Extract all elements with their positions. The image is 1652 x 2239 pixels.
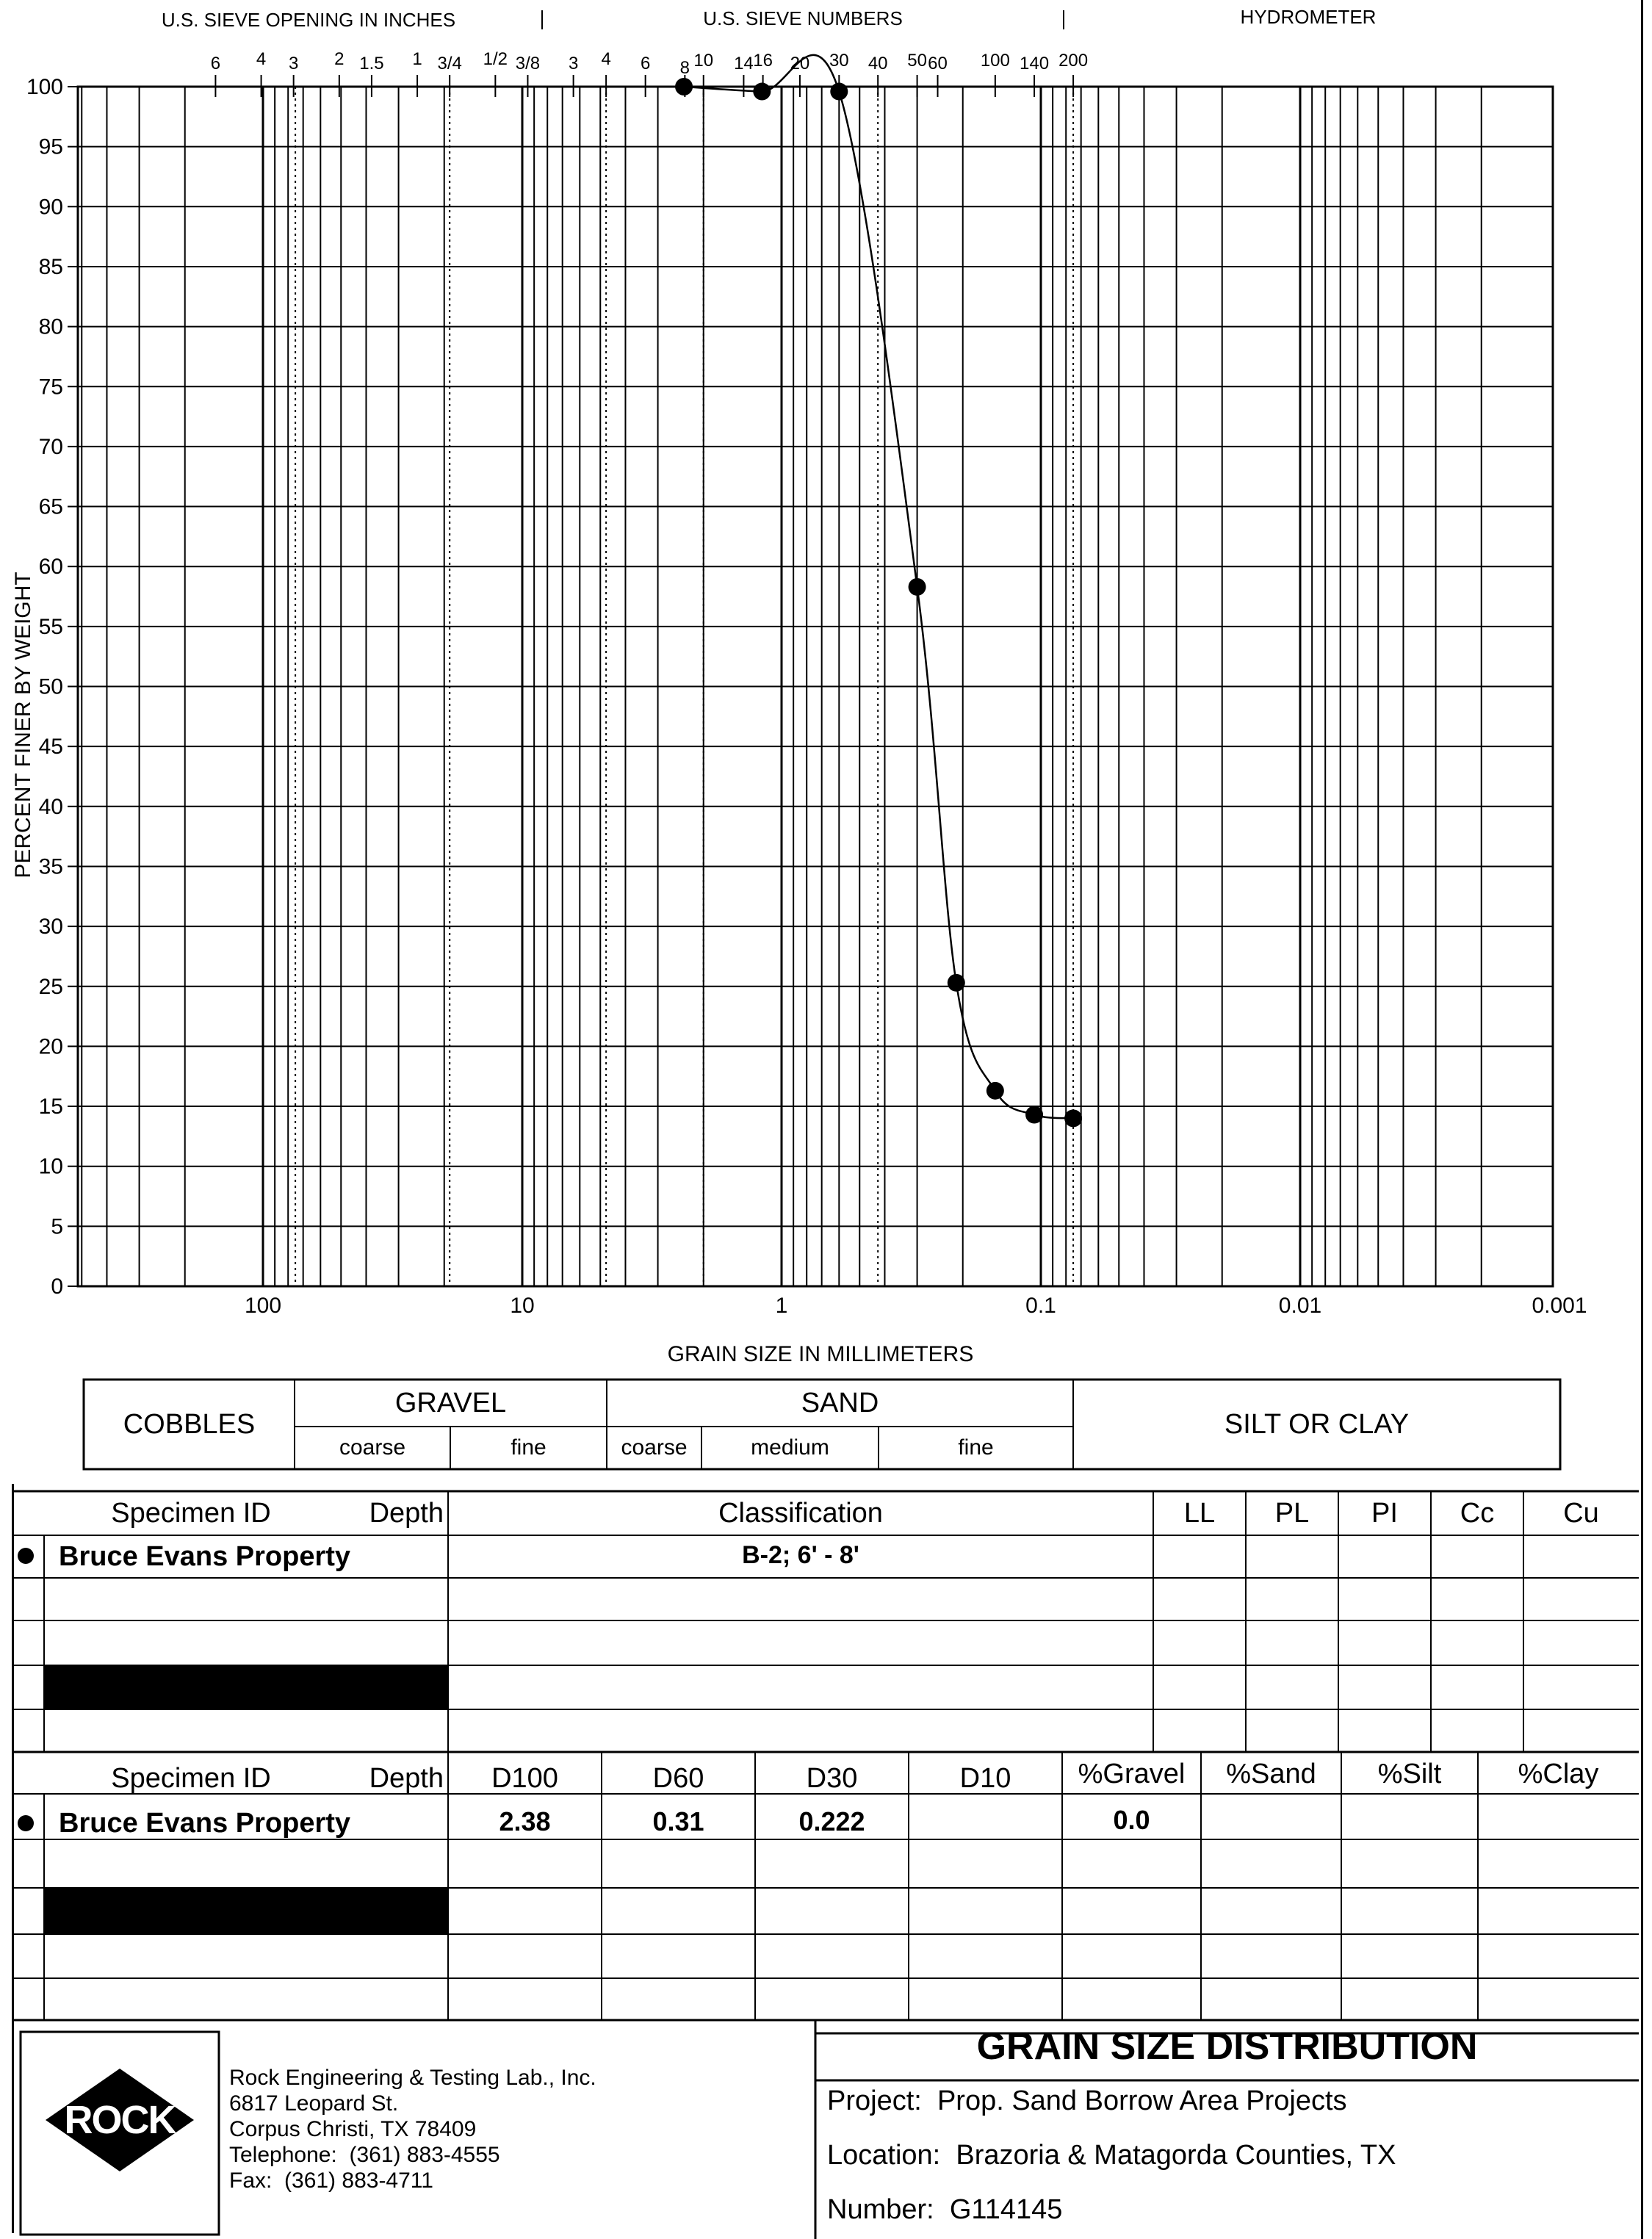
data-point [1025, 1106, 1043, 1123]
data-point [1064, 1109, 1082, 1127]
y-tick-label: 60 [38, 555, 63, 580]
y-tick-label: 70 [38, 434, 63, 459]
t1-header-ll: LL [1183, 1497, 1216, 1529]
sieve-label: 1 [412, 49, 422, 69]
company-name: Rock Engineering & Testing Lab., Inc. [229, 2066, 596, 2090]
x-tick-label: 10 [510, 1294, 535, 1318]
data-point [948, 974, 965, 992]
company-address1: 6817 Leopard St. [229, 2091, 399, 2116]
t2-row1-d100: 2.38 [499, 1806, 551, 1836]
t1-row1-classification: B-2; 6' - 8' [742, 1540, 859, 1569]
sieve-label: 16 [753, 51, 773, 71]
project-line: Project: Prop. Sand Borrow Area Projects [827, 2085, 1347, 2116]
sand-label: SAND [801, 1387, 879, 1418]
sieve-label: 4 [256, 49, 267, 69]
sieve-label: 30 [829, 51, 849, 71]
t1-header-depth: Depth [369, 1497, 444, 1529]
data-series [675, 55, 1082, 1128]
sand-fine-label: fine [958, 1435, 994, 1460]
sieve-ticks [211, 49, 1088, 97]
y-tick-label: 100 [26, 75, 63, 99]
cobbles-label: COBBLES [123, 1408, 256, 1440]
data-point [753, 83, 771, 101]
sieve-label: 3 [288, 54, 299, 73]
sieve-label: 1/2 [483, 49, 508, 69]
t1-header-cu: Cu [1563, 1497, 1599, 1529]
data-point [986, 1082, 1004, 1100]
data-point [830, 83, 848, 101]
y-tick-label: 20 [38, 1034, 63, 1059]
t2-header-d60: D60 [652, 1762, 704, 1794]
y-axis-label: PERCENT FINER BY WEIGHT [11, 572, 35, 879]
sieve-label: 6 [640, 54, 651, 73]
y-tick-label: 40 [38, 794, 63, 819]
t2-header-depth: Depth [369, 1762, 444, 1794]
x-tick-labels [245, 1294, 1587, 1318]
x-tick-label: 1 [775, 1294, 788, 1318]
t2-row1-d10 [909, 1800, 1062, 1844]
report-title: GRAIN SIZE DISTRIBUTION [976, 2025, 1478, 2068]
data-point [909, 578, 926, 596]
sieve-label: 40 [868, 54, 888, 73]
company-telephone: Telephone: (361) 883-4555 [229, 2143, 500, 2167]
chart-grid [78, 87, 1553, 1286]
t2-row1-d60: 0.31 [652, 1806, 704, 1836]
y-tick-label: 30 [38, 915, 63, 940]
sieve-label: 6 [210, 54, 221, 73]
x-tick-label: 0.001 [1532, 1294, 1587, 1318]
page-border-right [1641, 0, 1643, 2239]
t2-header-d30: D30 [806, 1762, 858, 1794]
y-tick-label: 95 [38, 134, 63, 159]
t2-header-d10: D10 [959, 1762, 1011, 1794]
y-tick-label: 55 [38, 614, 63, 639]
sieve-label: 3 [568, 54, 579, 73]
sieve-label: 200 [1058, 51, 1089, 71]
sieve-label: 4 [601, 49, 611, 69]
y-tick-label: 45 [38, 735, 63, 760]
gravel-label: GRAVEL [394, 1387, 507, 1418]
y-tick-label: 15 [38, 1095, 63, 1120]
y-tick-label: 75 [38, 375, 63, 400]
sieve-label: 14 [734, 54, 754, 73]
y-tick-label: 35 [38, 854, 63, 879]
sieve-label: 2 [334, 49, 345, 69]
x-tick-label: 0.1 [1025, 1294, 1056, 1318]
t2-header-clay: %Clay [1518, 1758, 1599, 1789]
sieve-label: 50 [907, 51, 927, 71]
company-address2: Corpus Christi, TX 78409 [229, 2117, 477, 2141]
sieve-label: 1.5 [359, 54, 384, 73]
x-tick-label: 100 [244, 1294, 282, 1318]
t1-header-classification: Classification [718, 1497, 883, 1529]
sieve-label: 60 [928, 54, 948, 73]
sieve-label: 3/4 [437, 54, 462, 73]
t1-header-specimen: Specimen ID [111, 1497, 271, 1529]
t1-row1-specimen: Bruce Evans Property [59, 1540, 351, 1572]
header-sieve-numbers: U.S. SIEVE NUMBERS [703, 7, 903, 29]
y-tick-label: 50 [38, 674, 63, 699]
sieve-label: 8 [679, 58, 690, 78]
y-tick-label: 10 [38, 1154, 63, 1179]
y-tick-label: 5 [51, 1214, 63, 1239]
sieve-label: 10 [693, 51, 714, 71]
t2-row1-marker [18, 1815, 34, 1831]
t2-header-d100: D100 [491, 1762, 558, 1794]
data-point [675, 78, 693, 95]
x-axis-label: GRAIN SIZE IN MILLIMETERS [667, 1342, 974, 1366]
t1-row1-marker [18, 1548, 34, 1564]
y-tick-label: 65 [38, 494, 63, 519]
t1-header-cc: Cc [1460, 1497, 1495, 1529]
t2-header-gravel: %Gravel [1078, 1758, 1186, 1789]
t2-row1-d30: 0.222 [798, 1806, 865, 1836]
t2-row1-specimen: Bruce Evans Property [59, 1807, 351, 1839]
page-border-left [12, 1484, 14, 2233]
y-tick-label: 80 [38, 314, 63, 339]
t2-header-silt: %Silt [1377, 1758, 1442, 1789]
sieve-label: 20 [790, 54, 810, 73]
rock-logo [43, 2066, 197, 2174]
x-tick-label: 0.01 [1278, 1294, 1322, 1318]
sand-medium-label: medium [751, 1435, 829, 1460]
gravel-coarse-label: coarse [339, 1435, 406, 1460]
location-line: Location: Brazoria & Matagorda Counties, TX [827, 2140, 1396, 2171]
y-tick-label: 90 [38, 195, 63, 220]
t2-header-sand: %Sand [1226, 1758, 1316, 1789]
t1-header-pl: PL [1274, 1497, 1310, 1529]
number-line: Number: G114145 [827, 2194, 1063, 2225]
t2-row1-gravel: 0.0 [1113, 1805, 1150, 1835]
y-tick-label: 0 [51, 1274, 63, 1299]
sieve-label: 3/8 [515, 54, 541, 73]
t2-header-specimen: Specimen ID [111, 1762, 271, 1794]
y-tick-label: 85 [38, 254, 63, 279]
sieve-label: 140 [1020, 54, 1050, 73]
header-hydrometer: HYDROMETER [1240, 6, 1377, 28]
y-tick-label: 25 [38, 974, 63, 999]
gravel-fine-label: fine [511, 1435, 547, 1460]
company-fax: Fax: (361) 883-4711 [229, 2168, 433, 2193]
header-sieve-opening: U.S. SIEVE OPENING IN INCHES [161, 9, 456, 31]
silt-clay-label: SILT OR CLAY [1224, 1408, 1410, 1440]
rock-logo-text: ROCK [64, 2098, 176, 2142]
sand-coarse-label: coarse [621, 1435, 688, 1460]
sieve-label: 100 [980, 51, 1010, 71]
t1-header-pi: PI [1371, 1497, 1398, 1529]
